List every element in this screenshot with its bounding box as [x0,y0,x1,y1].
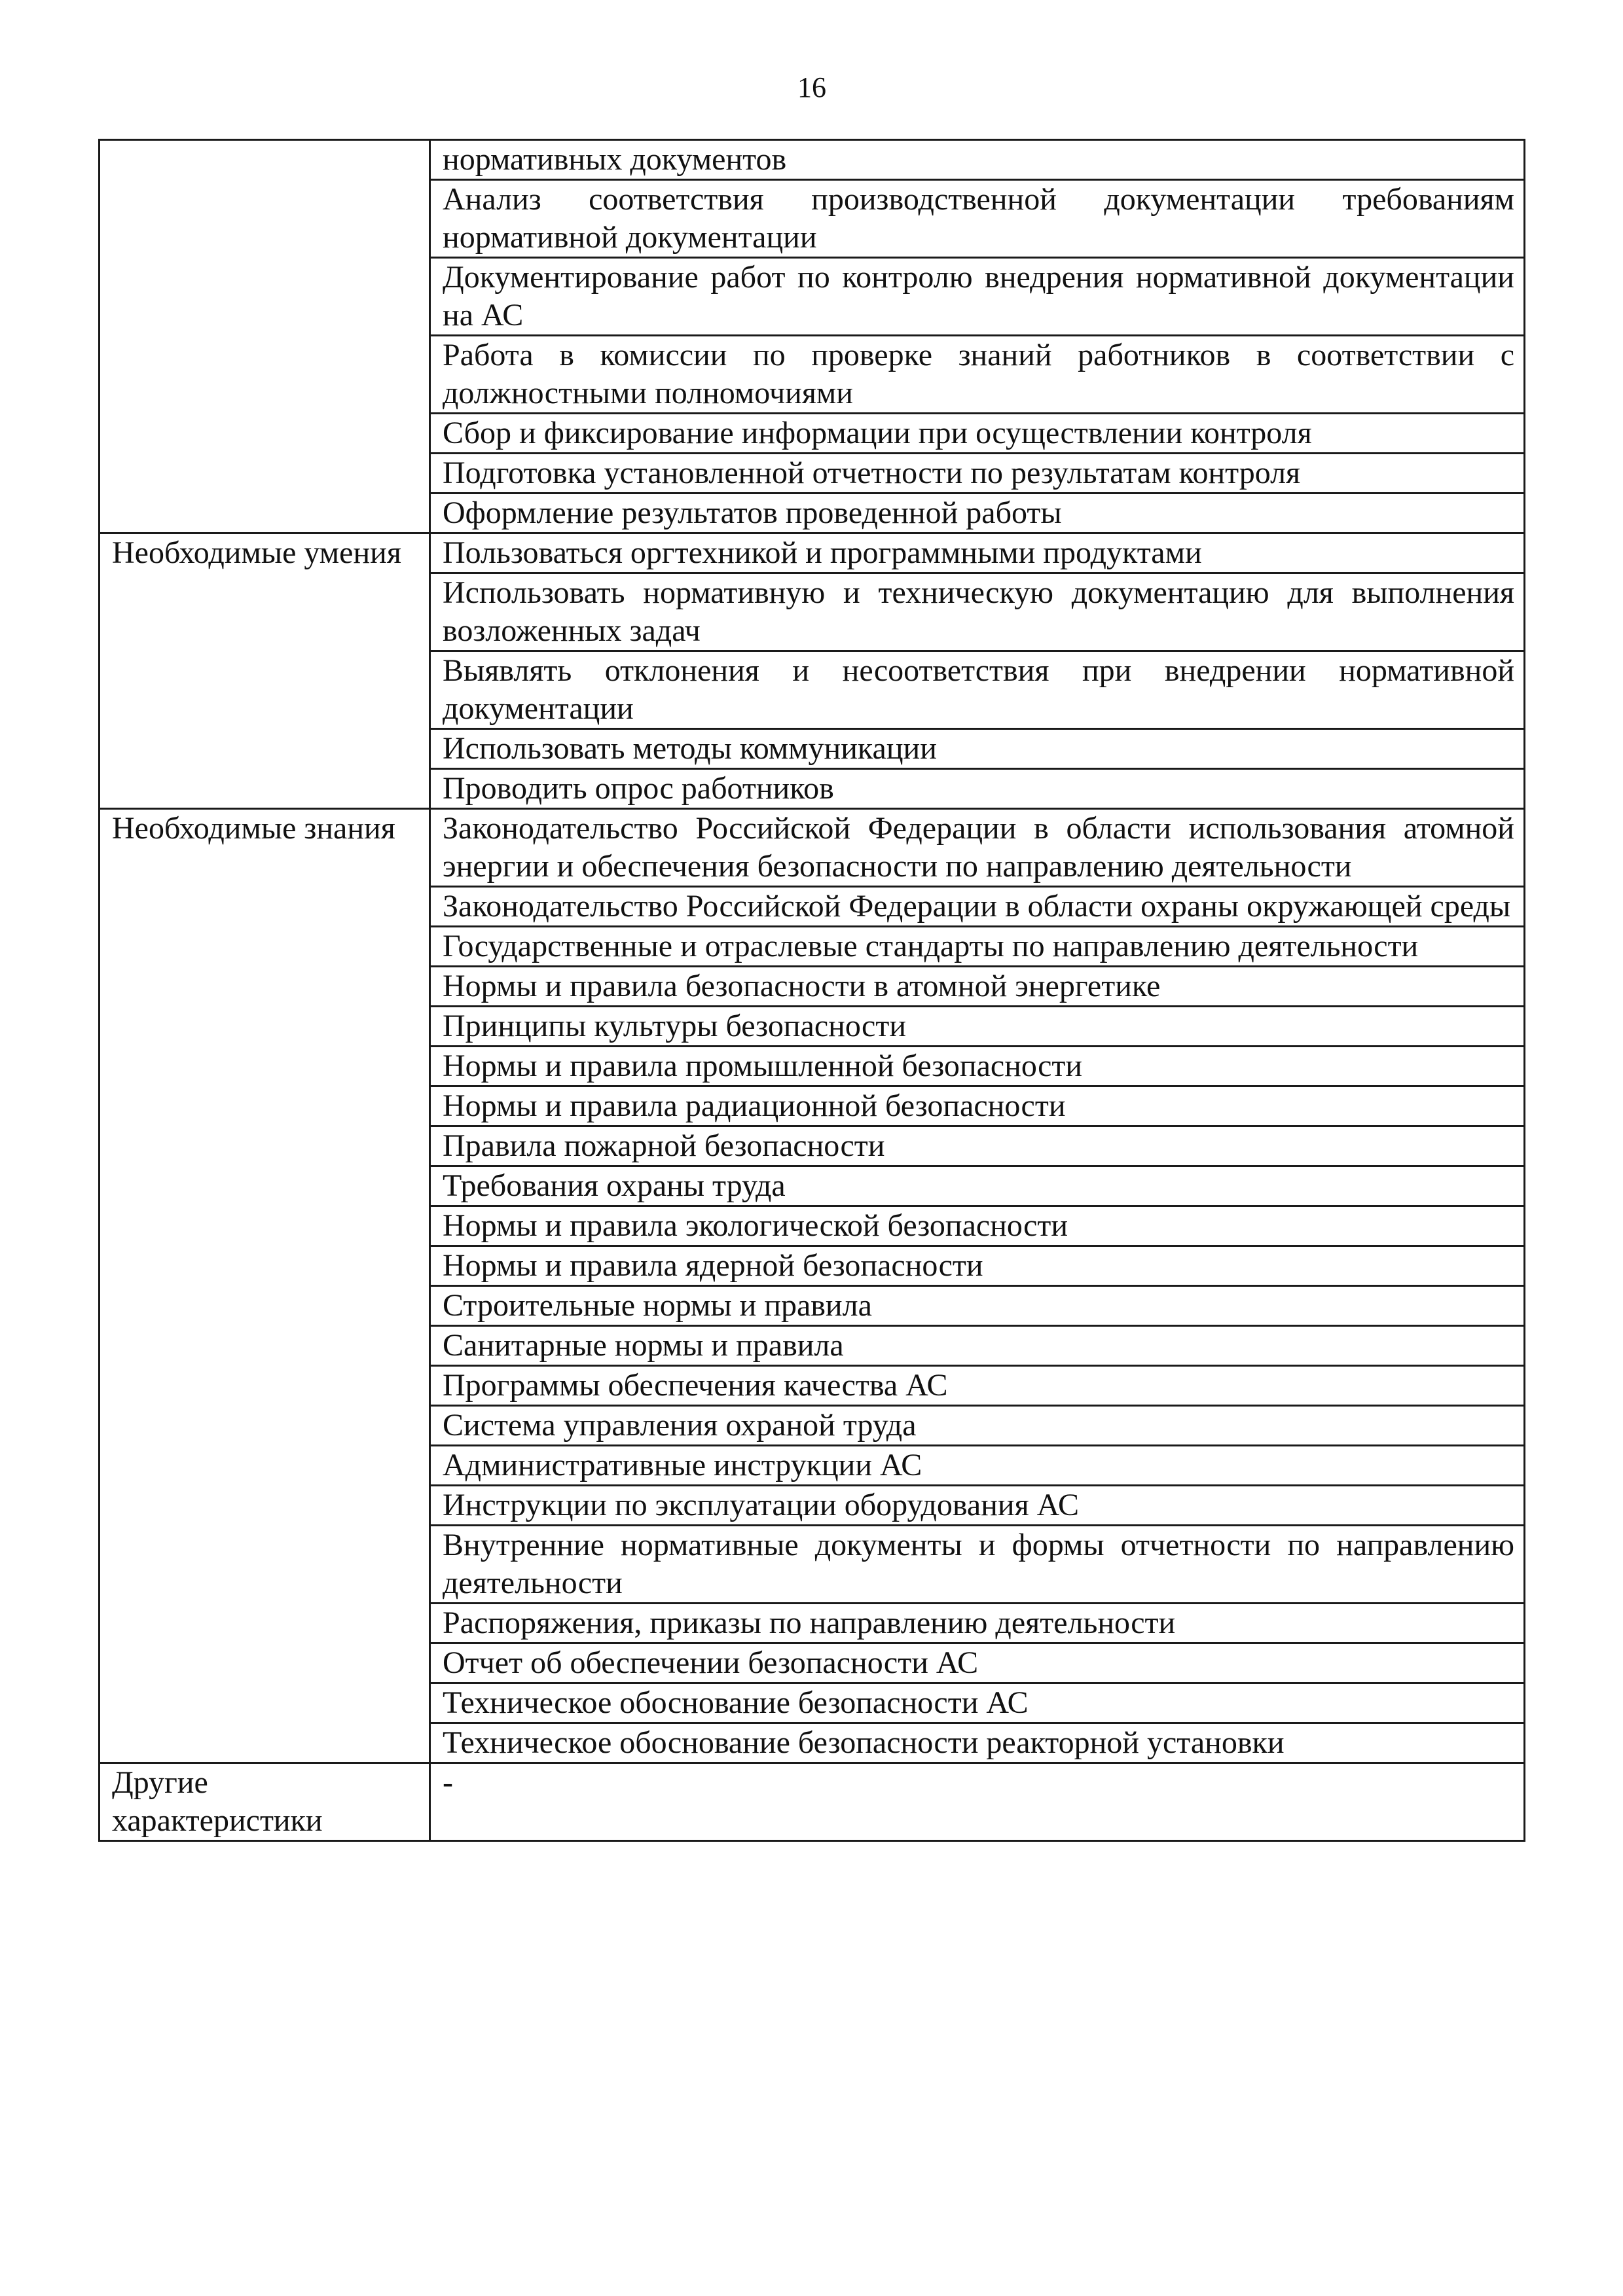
item-cell: Правила пожарной безопасности [430,1126,1525,1166]
item-cell: Сбор и фиксирование информации при осуществлении контроля [430,414,1525,454]
item-cell: Отчет об обеспечении безопасности АС [430,1643,1525,1683]
category-cell: Другие характеристики [100,1763,430,1841]
item-cell: Принципы культуры безопасности [430,1007,1525,1047]
table-row [100,533,1525,573]
item-cell: Оформление результатов проведенной работы [430,493,1525,533]
item-cell: Нормы и правила промышленной безопасности [430,1047,1525,1086]
qualification-table-body [100,140,1525,1841]
category-cell [100,140,430,533]
item-cell: нормативных документов [430,140,1525,180]
item-cell: Система управления охраной труда [430,1406,1525,1446]
item-cell: Программы обеспечения качества АС [430,1366,1525,1406]
item-cell: Нормы и правила радиационной безопасности [430,1086,1525,1126]
item-cell: Требования охраны труда [430,1166,1525,1206]
category-cell: Необходимые знания [100,809,430,1763]
item-cell: - [430,1763,1525,1841]
item-cell: Государственные и отраслевые стандарты по направлению деятельности [430,927,1525,967]
item-cell: Законодательство Российской Федерации в области охраны окружающей среды [430,887,1525,927]
table-row [100,809,1525,887]
item-cell: Техническое обоснование безопасности реакторной установки [430,1723,1525,1763]
item-cell: Работа в комиссии по проверке знаний работников в соответствии с должностными полномочиями [430,336,1525,414]
table-row [100,140,1525,180]
item-cell: Проводить опрос работников [430,769,1525,809]
table-row [100,1763,1525,1841]
item-cell: Административные инструкции АС [430,1446,1525,1486]
item-cell: Санитарные нормы и правила [430,1326,1525,1366]
item-cell: Использовать нормативную и техническую документацию для выполнения возложенных задач [430,573,1525,651]
item-cell: Нормы и правила экологической безопасности [430,1206,1525,1246]
item-cell: Инструкции по эксплуатации оборудования АС [430,1486,1525,1526]
item-cell: Выявлять отклонения и несоответствия при внедрении нормативной документации [430,651,1525,729]
item-cell: Подготовка установленной отчетности по результатам контроля [430,454,1525,493]
category-cell: Необходимые умения [100,533,430,809]
item-cell: Использовать методы коммуникации [430,729,1525,769]
item-cell: Законодательство Российской Федерации в области использования атомной энергии и обеспечения безопасности по направлению деятельности [430,809,1525,887]
item-cell: Распоряжения, приказы по направлению деятельности [430,1604,1525,1643]
item-cell: Внутренние нормативные документы и формы отчетности по направлению деятельности [430,1526,1525,1604]
item-cell: Документирование работ по контролю внедрения нормативной документации на АС [430,258,1525,336]
item-cell: Нормы и правила безопасности в атомной энергетике [430,967,1525,1007]
qualification-table [98,139,1525,1842]
item-cell: Техническое обоснование безопасности АС [430,1683,1525,1723]
page-number: 16 [797,71,826,103]
item-cell: Пользоваться оргтехникой и программными продуктами [430,533,1525,573]
item-cell: Нормы и правила ядерной безопасности [430,1246,1525,1286]
item-cell: Строительные нормы и правила [430,1286,1525,1326]
item-cell: Анализ соответствия производственной документации требованиям нормативной документации [430,180,1525,258]
